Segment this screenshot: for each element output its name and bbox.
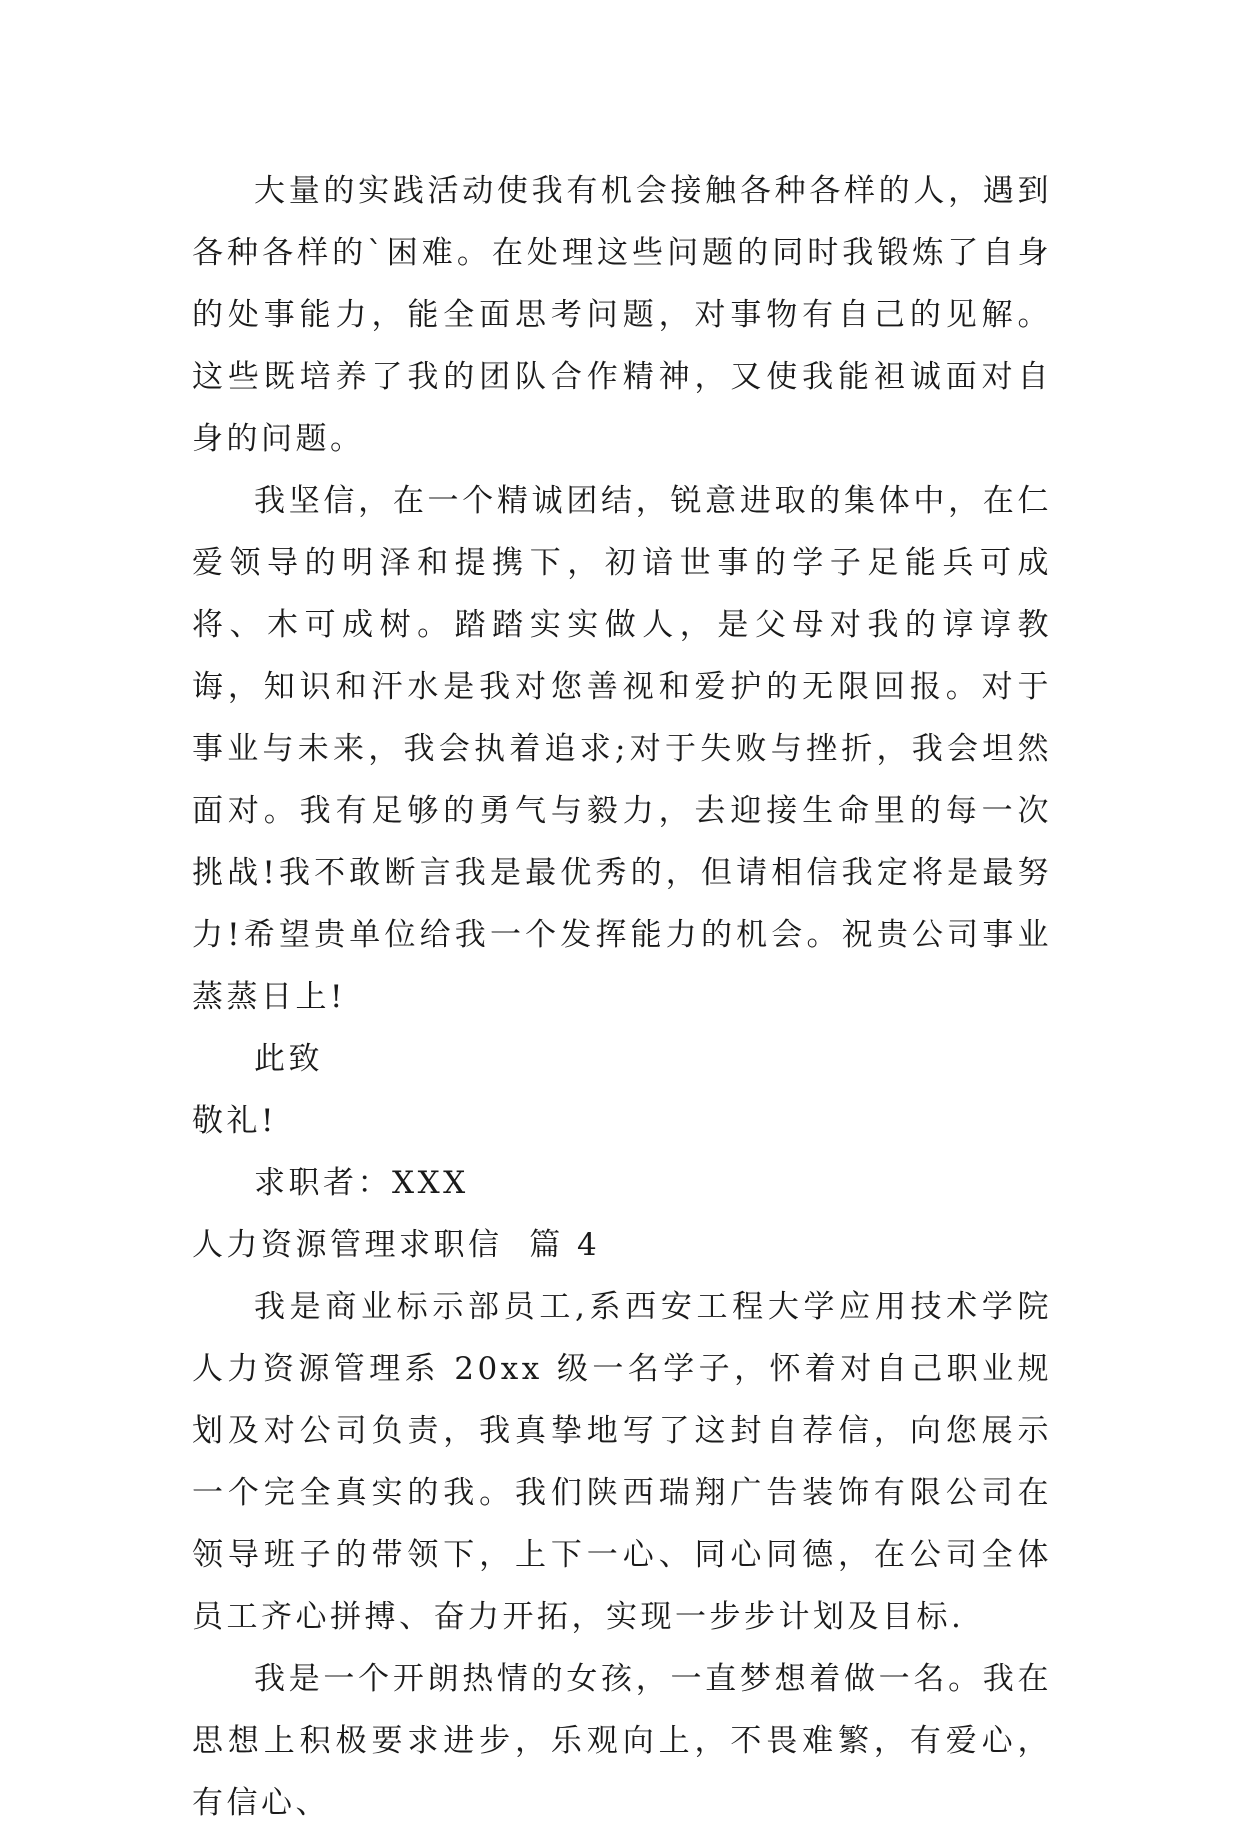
paragraph-personality: 我是一个开朗热情的女孩，一直梦想着做一名。我在思想上积极要求进步，乐观向上，不畏难繁，有爱心，有信心、 <box>192 1661 1052 1821</box>
document-body <box>192 160 1052 1834</box>
paragraph-belief: 我坚信，在一个精诚团结，锐意进取的集体中，在仁爱领导的明泽和提携下，初谙世事的学子足能兵可成将、木可成树。踏踏实实做人，是父母对我的谆谆教诲，知识和汗水是我对您善视和爱护的无限回报。对于事业与未来，我会执着追求;对于失败与挫折，我会坦然面对。我有足够的勇气与毅力，去迎接生命里的每一次挑战!我不敢断言我是最优秀的，但请相信我定将是最努力!希望贵单位给我一个发挥能力的机会。祝贵公司事业蒸蒸日上! <box>192 483 1052 1015</box>
closing-regards: 敬礼! <box>192 1103 277 1139</box>
signature: 求职者：XXX <box>254 1165 469 1201</box>
paragraph-introduction: 我是商业标示部员工,系西安工程大学应用技术学院人力资源管理系 20xx 级一名学子，怀着对自己职业规划及对公司负责，我真挚地写了这封自荐信，向您展示一个完全真实的我。我们陕西瑞翔广告装饰有限公司在领导班子的带领下，上下一心、同心同德，在公司全体员工齐心拼搏、奋力开拓，实现一步步计划及目标. <box>192 1289 1052 1635</box>
paragraph-practice: 大量的实践活动使我有机会接触各种各样的人，遇到各种各样的`困难。在处理这些问题的同时我锻炼了自身的处事能力，能全面思考问题，对事物有自己的见解。这些既培养了我的团队合作精神，又使我能袒诚面对自身的问题。 <box>192 173 1052 457</box>
closing-salute: 此致 <box>254 1041 323 1077</box>
section-heading: 人力资源管理求职信 篇 4 <box>192 1227 601 1263</box>
